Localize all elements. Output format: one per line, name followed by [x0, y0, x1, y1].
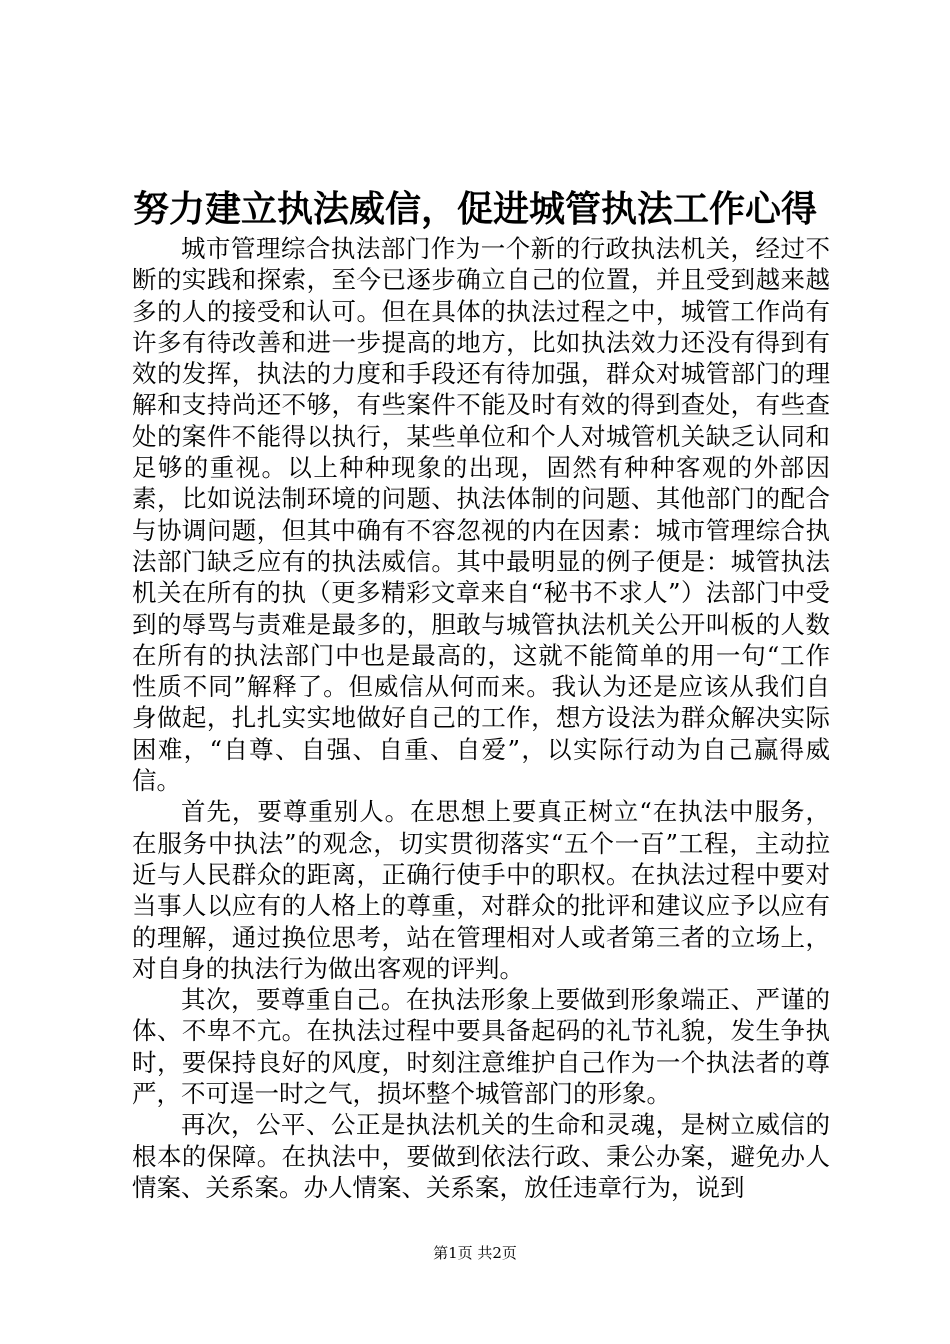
paragraph-respect-self: 其次，要尊重自己。在执法形象上要做到形象端正、严谨的体、不卑不亢。在执法过程中要具备起码的礼节礼貌，发生争执时，要保持良好的风度，时刻注意维护自己作为一个执法者的尊严，不可逞一时之气，损坏整个城管部门的形象。	[132, 985, 830, 1109]
paragraph-fairness: 再次，公平、公正是执法机关的生命和灵魂，是树立威信的根本的保障。在执法中，要做到依法行政、秉公办案，避免办人情案、关系案。办人情案、关系案，放任违章行为，说到	[132, 1110, 830, 1202]
paragraph-respect-others: 首先，要尊重别人。在思想上要真正树立“在执法中服务，在服务中执法”的观念，切实贯彻落实“五个一百”工程，主动拉近与人民群众的距离，正确行使手中的职权。在执法过程中要对当事人以应有的人格上的尊重，对群众的批评和建议应予以应有的理解，通过换位思考，站在管理相对人或者第三者的立场上，对自身的执法行为做出客观的评判。	[132, 797, 830, 983]
paragraph-intro: 城市管理综合执法部门作为一个新的行政执法机关，经过不断的实践和探索，至今已逐步确立自己的位置，并且受到越来越多的人的接受和认可。但在具体的执法过程之中，城管工作尚有许多有待改善和进一步提高的地方，比如执法效力还没有得到有效的发挥，执法的力度和手段还有待加强，群众对城管部门的理解和支持尚还不够，有些案件不能及时有效的得到查处，有些查处的案件不能得以执行，某些单位和个人对城管机关缺乏认同和足够的重视。以上种种现象的出现，固然有种种客观的外部因素，比如说法制环境的问题、执法体制的问题、其他部门的配合与协调问题，但其中确有不容忽视的内在因素：城市管理综合执法部门缺乏应有的执法威信。其中最明显的例子便是：城管执法机关在所有的执（更多精彩文章来自“秘书不求人”）法部门中受到的辱骂与责难是最多的，胆敢与城管执法机关公开叫板的人数在所有的执法部门中也是最高的，这就不能简单的用一句“工作性质不同”解释了。但威信从何而来。我认为还是应该从我们自身做起，扎扎实实地做好自己的工作，想方设法为群众解决实际困难，“自尊、自强、自重、自爱”，以实际行动为自己赢得威信。	[132, 234, 830, 796]
document-title: 努力建立执法威信，促进城管执法工作心得	[132, 188, 817, 230]
page-number-footer: 第1页 共2页	[433, 1244, 517, 1262]
document-body	[132, 233, 830, 1203]
